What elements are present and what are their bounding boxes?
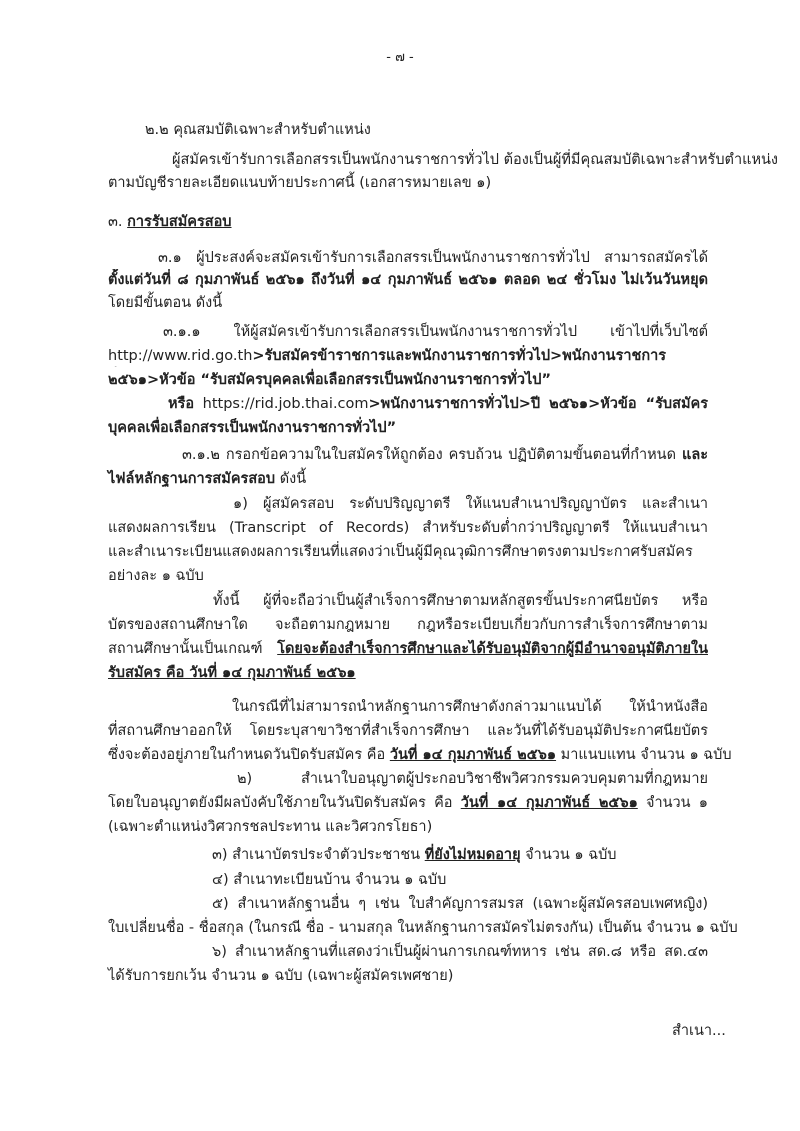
text-line (237, 768, 708, 790)
text-segment: ๒.๒ คุณสมบัติเฉพาะสำหรับตำแหน่ง (145, 122, 371, 138)
text-line (108, 211, 232, 233)
text-segment: และสำเนาระเบียนแสดงผลการเรียนที่แสดงว่าเป็นผู้มีคุณวุฒิการศึกษาตรงตามประกาศรับสมัคร (108, 544, 693, 560)
text-segment: จำนวน ๑ ฉบับ (520, 847, 617, 863)
text-line (168, 393, 708, 415)
text-segment: จำนวน ๑ (645, 795, 708, 811)
text-segment: ดังนี้ (275, 471, 307, 487)
text-line (108, 468, 306, 490)
text-segment: หรือ (168, 396, 195, 412)
text-segment: โดยจะต้องสำเร็จการศึกษาและได้รับอนุมัติจากผู้มีอำนาจอนุมัติภายใน (277, 641, 708, 657)
text-line (213, 590, 708, 612)
text-line (108, 517, 708, 539)
text-segment: ๕) สำเนาหลักฐานอื่น ๆ เช่น ใบสำคัญการสมรส (เฉพาะผู้สมัครสอบเพศหญิง) (212, 896, 708, 912)
text-segment: ตั้งแต่วันที่ ๘ กุมภาพันธ์ ๒๕๖๑ ถึงวันที่ ๑๔ กุมภาพันธ์ ๒๕๖๑ ตลอด ๒๔ ชั่วโมง ไม่เว้นวันหยุด (108, 272, 708, 288)
text-segment: ใบเปลี่ยนชื่อ - ชื่อสกุล (ในกรณี ชื่อ - นามสกุล ในหลักฐานการสมัครไม่ตรงกัน) เป็นต้น จำนวน ๑ ฉบับ (108, 920, 738, 936)
text-segment: ๓.๑.๒ กรอกข้อความในใบสมัครให้ถูกต้อง ครบถ้วน ปฏิบัติตามขั้นตอนที่กำหนด (182, 447, 682, 463)
text-line (163, 321, 708, 343)
text-segment: ๓) สำเนาบัตรประจำตัวประชาชน (212, 847, 425, 863)
text-line (182, 444, 708, 466)
text-segment: บุคคลเพื่อเลือกสรรเป็นพนักงานราชการทั่วไป” (108, 420, 397, 436)
text-segment: ๔) สำเนาทะเบียนบ้าน จำนวน ๑ ฉบับ (212, 872, 447, 888)
text-segment: บัตรของสถานศึกษาใด จะถือตามกฎหมาย กฎหรือระเบียบเกี่ยวกับการสำเร็จการศึกษาตาม (108, 617, 708, 633)
text-line (108, 417, 396, 439)
text-segment: http://www.rid.go.th (108, 348, 253, 364)
text-segment: ๓.๑.๑ ให้ผู้สมัครเข้ารับการเลือกสรรเป็นพนักงานราชการทั่วไป เข้าไปที่เว็บไซต์ (163, 324, 708, 340)
text-line (233, 493, 708, 515)
text-segment: ๖) สำเนาหลักฐานที่แสดงว่าเป็นผู้ผ่านการเกณฑ์ทหาร เช่น สด.๘ หรือ สด.๔๓ (212, 944, 708, 960)
text-line (108, 565, 204, 587)
text-line (108, 269, 708, 291)
text-segment: ที่สถานศึกษาออกให้ โดยระบุสาขาวิชาที่สำเร็จการศึกษา และวันที่ได้รับอนุมัติประกาศนียบัตร (108, 723, 708, 739)
text-segment: และ (681, 447, 708, 463)
text-line (108, 292, 222, 314)
text-line (108, 917, 738, 939)
text-segment: ๒) สำเนาใบอนุญาตผู้ประกอบวิชาชีพวิศวกรรมควบคุมตามที่กฎหมาย (237, 771, 708, 787)
text-segment: >พนักงานราชการทั่วไป>ปี ๒๕๖๑>หัวข้อ “รับสมัคร (368, 396, 708, 412)
text-line (108, 172, 491, 194)
text-segment: การรับสมัครสอบ (127, 214, 232, 230)
text-segment: >รับสมัครข้าราชการและพนักงานราชการทั่วไป>พนักงานราชการ (252, 348, 667, 364)
text-line (108, 369, 551, 391)
text-segment: ๒๕๖๑>หัวข้อ “รับสมัครบุคคลเพื่อเลือกสรรเป็นพนักงานราชการทั่วไป” (108, 372, 552, 388)
text-segment: วันที่ ๑๔ กุมภาพันธ์ ๒๕๖๑ (389, 747, 557, 763)
text-segment: ได้รับการยกเว้น จำนวน ๑ ฉบับ (เฉพาะผู้สมัครเพศชาย) (108, 968, 454, 984)
text-segment: ตามบัญชีรายละเอียดแนบท้ายประกาศนี้ (เอกสารหมายเลข ๑) (108, 175, 492, 191)
text-line (108, 816, 432, 838)
text-line (212, 941, 708, 963)
text-line (108, 662, 356, 684)
text-line (108, 638, 708, 660)
page-number: - ๗ - (386, 50, 414, 65)
text-line (232, 696, 708, 718)
text-line (108, 744, 732, 766)
text-segment: ซึ่งจะต้องอยู่ภายในกำหนดวันปิดรับสมัคร คือ (108, 747, 390, 763)
text-segment: ไฟล์หลักฐานการสมัครสอบ (108, 471, 276, 487)
text-segment: (เฉพาะตำแหน่งวิศวกรชลประทาน และวิศวกรโยธา) (108, 819, 433, 835)
text-line (108, 792, 708, 814)
text-line (108, 965, 453, 987)
text-line (212, 893, 708, 915)
text-line (145, 119, 371, 141)
text-segment: อย่างละ ๑ ฉบับ (108, 568, 204, 584)
text-segment: รับสมัคร คือ วันที่ ๑๔ กุมภาพันธ์ ๒๕๖๑ (108, 665, 356, 681)
text-segment: ๓.๑ ผู้ประสงค์จะสมัครเข้ารับการเลือกสรรเป็นพนักงานราชการทั่วไป สามารถสมัครได้ (158, 250, 708, 266)
text-segment: ๑) ผู้สมัครสอบ ระดับปริญญาตรี ให้แนบสำเนาปริญญาบัตร และสำเนา (233, 496, 708, 512)
text-line (172, 149, 778, 171)
continuation-marker: สำเนา... (672, 1023, 726, 1039)
text-segment: ผู้สมัครเข้ารับการเลือกสรรเป็นพนักงานราชการทั่วไป ต้องเป็นผู้ที่มีคุณสมบัติเฉพาะสำหรับตำแหน่ง (172, 152, 778, 168)
text-line (108, 720, 708, 742)
text-segment: แสดงผลการเรียน (Transcript of Records) สำหรับระดับต่ำกว่าปริญญาตรี ให้แนบสำเนา (108, 520, 708, 536)
text-line (212, 844, 617, 866)
text-segment: โดยมีขั้นตอน ดังนี้ (108, 295, 223, 311)
text-segment: ทั้งนี้ ผู้ที่จะถือว่าเป็นผู้สำเร็จการศึกษาตามหลักสูตรขั้นประกาศนียบัตร หรือ (213, 593, 708, 609)
text-line (212, 869, 446, 891)
text-segment: ที่ยังไม่หมดอายุ (424, 847, 521, 863)
text-line (158, 247, 708, 269)
text-line (108, 614, 708, 636)
text-segment: ในกรณีที่ไม่สามารถนำหลักฐานการศึกษาดังกล่าวมาแนบได้ ให้นำหนังสือ (232, 699, 708, 715)
text-segment: โดยใบอนุญาตยังมีผลบังคับใช้ภายในวันปิดรับสมัคร คือ (108, 795, 461, 811)
text-segment: https://rid.job.thai.com (194, 396, 369, 412)
text-segment: วันที่ ๑๔ กุมภาพันธ์ ๒๕๖๑ (460, 795, 638, 811)
text-line (108, 541, 708, 563)
text-segment: มาแนบแทน จำนวน ๑ ฉบับ (556, 747, 732, 763)
text-segment: สถานศึกษานั้นเป็นเกณฑ์ (108, 641, 278, 657)
text-line (108, 345, 708, 367)
text-segment: ๓. (108, 214, 128, 230)
